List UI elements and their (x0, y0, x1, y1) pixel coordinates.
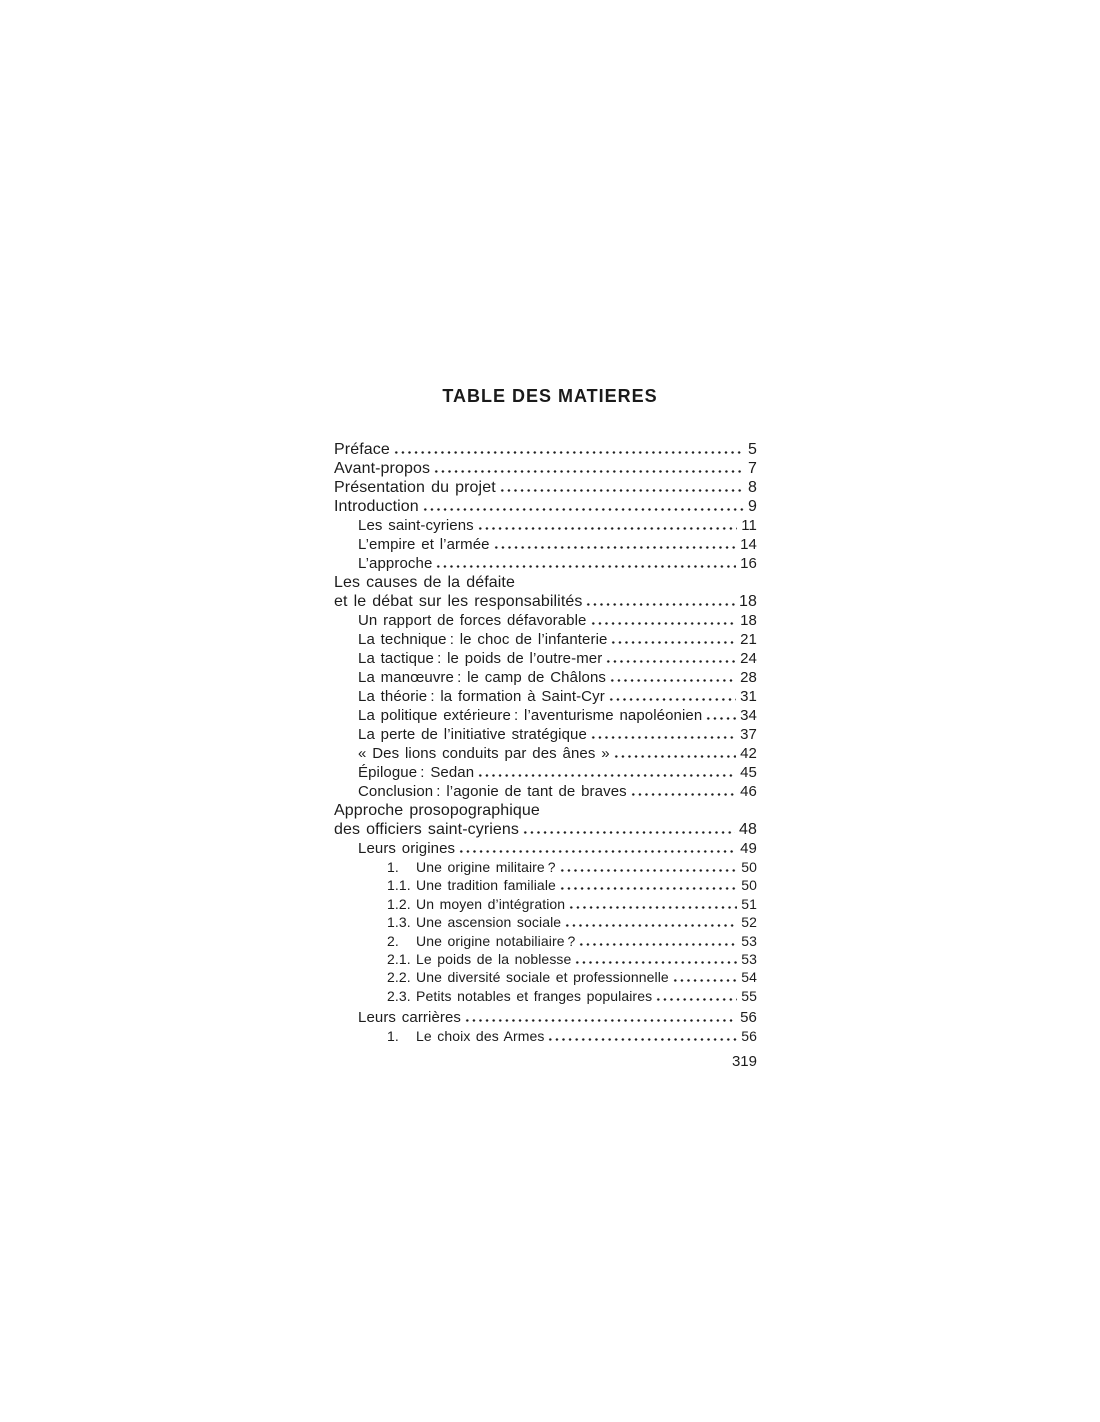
toc-entry (334, 612, 757, 631)
toc-entry-label: L’approche (358, 555, 433, 572)
toc-entry-label: et le débat sur les responsabilités (334, 593, 583, 610)
dot-leader (578, 935, 737, 946)
toc-entry (334, 840, 757, 859)
dot-leader (705, 709, 736, 720)
toc-entry-label: Les causes de la défaite (334, 574, 515, 591)
toc-entry (334, 726, 757, 745)
dot-leader (609, 671, 736, 682)
toc-entry-page: 11 (741, 517, 757, 534)
dot-leader (610, 633, 736, 644)
toc-entry-label: La tactique : le poids de l’outre-mer (358, 650, 603, 667)
toc-entry-page: 52 (741, 914, 757, 931)
toc-entry-page: 7 (748, 460, 757, 477)
toc-entry-number: 1.1. (387, 877, 411, 894)
dot-leader (433, 462, 744, 473)
toc-entry (334, 859, 757, 877)
toc-entry (334, 593, 757, 612)
toc-entry-page: 37 (740, 726, 757, 743)
dot-leader (608, 690, 736, 701)
dot-leader (477, 766, 736, 777)
toc-entry-number: 2.2. (387, 969, 411, 986)
toc-entry-page: 46 (740, 783, 757, 800)
toc-list (334, 441, 757, 1047)
toc-entry-page: 51 (741, 895, 757, 912)
toc-entry-page: 49 (740, 840, 757, 857)
dot-leader (458, 842, 736, 853)
dot-leader (590, 728, 736, 739)
dot-leader (672, 971, 737, 982)
toc-entry-label: Approche prosopographique (334, 802, 540, 819)
toc-entry (334, 460, 757, 479)
toc-entry-label: La perte de l’initiative stratégique (358, 726, 587, 743)
toc-entry-page: 18 (740, 612, 757, 629)
toc-entry-page: 5 (748, 441, 757, 458)
toc-entry-label: Conclusion : l’agonie de tant de braves (358, 783, 627, 800)
toc-entry (334, 498, 757, 517)
toc-entry-page: 18 (739, 593, 757, 610)
toc-entry-label: Un rapport de forces défavorable (358, 612, 587, 629)
toc-entry-label: Une origine notabiliaire ? (416, 932, 576, 949)
dot-leader (477, 519, 737, 530)
toc-entry (334, 688, 757, 707)
toc-entry-page: 8 (748, 479, 757, 496)
toc-entry-label: Leurs origines (358, 840, 456, 857)
dot-leader (630, 785, 736, 796)
toc-entry (334, 914, 757, 932)
toc-entry-page: 9 (748, 498, 757, 515)
dot-leader (464, 1011, 736, 1022)
toc-entry (334, 536, 757, 555)
toc-entry-number: 1. (387, 1028, 399, 1045)
toc-entry (334, 707, 757, 726)
dot-leader (559, 879, 737, 890)
toc-entry (334, 631, 757, 650)
toc-entry-label: Un moyen d’intégration (416, 895, 566, 912)
toc-entry (334, 517, 757, 536)
dot-leader (574, 953, 737, 964)
toc-entry-page: 42 (740, 745, 757, 762)
dot-leader (568, 898, 737, 909)
toc-entry-page: 14 (740, 536, 757, 553)
toc-entry (334, 951, 757, 969)
toc-entry-label: Une ascension sociale (416, 914, 562, 931)
toc-entry-label: « Des lions conduits par des ânes » (358, 745, 610, 762)
toc-entry-label: des officiers saint-cyriens (334, 821, 520, 838)
toc-entry (334, 745, 757, 764)
page-title: TABLE DES MATIERES (442, 386, 658, 406)
toc-entry-label: Épilogue : Sedan (358, 764, 475, 781)
toc-entry-page: 21 (740, 631, 757, 648)
toc-entry-number: 1.2. (387, 895, 411, 912)
toc-entry (334, 669, 757, 688)
toc-entry-label: La manœuvre : le camp de Châlons (358, 669, 606, 686)
dot-leader (585, 595, 735, 606)
toc-entry (334, 555, 757, 574)
toc-entry-number: 2.3. (387, 987, 411, 1004)
dot-leader (605, 652, 736, 663)
toc-entry-label: La théorie : la formation à Saint-Cyr (358, 688, 605, 705)
toc-entry (334, 650, 757, 669)
dot-leader (422, 500, 744, 511)
toc-entry-label: Une tradition familiale (416, 877, 556, 894)
dot-leader (613, 747, 736, 758)
toc-entry-number: 2. (387, 932, 399, 949)
toc-entry-page: 54 (741, 969, 757, 986)
toc-entry-page: 53 (741, 950, 757, 967)
toc-entry (334, 821, 757, 840)
toc-entry-number: 1. (387, 859, 399, 875)
toc-entry-page: 55 (741, 987, 757, 1004)
toc-entry (334, 877, 757, 895)
toc-entry-label: Les saint-cyriens (358, 517, 474, 534)
toc-entry (334, 441, 757, 460)
toc-entry-label: Préface (334, 441, 390, 458)
toc-entry (334, 1028, 757, 1046)
toc-entry-label: Le choix des Armes (416, 1028, 545, 1045)
dot-leader (559, 861, 738, 872)
toc-entry-page: 48 (739, 821, 757, 838)
toc-entry-page: 50 (741, 859, 757, 875)
toc-entry-page: 16 (740, 555, 757, 572)
toc-entry-page: 31 (740, 688, 757, 705)
toc-entry-label: Une origine militaire ? (416, 859, 556, 875)
dot-leader (655, 990, 737, 1001)
toc-entry (334, 988, 757, 1006)
dot-leader (435, 557, 736, 568)
toc-entry-label: Leurs carrières (358, 1009, 462, 1027)
toc-entry-page: 53 (741, 932, 757, 949)
dot-leader (522, 823, 735, 834)
toc-entry-label: L’empire et l’armée (358, 536, 490, 553)
toc-entry-label: Avant-propos (334, 460, 431, 477)
toc-entry-label: Une diversité sociale et professionnelle (416, 969, 669, 986)
dot-leader (590, 614, 737, 625)
dot-leader (393, 443, 744, 454)
toc-entry (334, 896, 757, 914)
toc-entry-page: 50 (741, 877, 757, 894)
toc-entry-page: 28 (740, 669, 757, 686)
page-number: 319 (731, 1053, 757, 1070)
toc-entry-page: 45 (740, 764, 757, 781)
toc-entry (334, 783, 757, 802)
toc-entry-page: 56 (741, 1028, 757, 1045)
dot-leader (499, 481, 744, 492)
toc-entry-label: Introduction (334, 498, 419, 515)
toc-entry (334, 764, 757, 783)
toc-entry-label: La politique extérieure : l’aventurisme napoléonien (358, 707, 703, 724)
toc-entry (334, 933, 757, 951)
toc-entry-label: Présentation du projet (334, 479, 496, 496)
toc-entry-number: 2.1. (387, 950, 411, 967)
toc-entry-label: Le poids de la noblesse (416, 950, 572, 967)
dot-leader (493, 538, 736, 549)
toc-entry (334, 969, 757, 987)
toc-entry (334, 1009, 757, 1028)
toc-entry (334, 802, 757, 821)
dot-leader (564, 916, 737, 927)
toc-entry (334, 479, 757, 498)
toc-entry (334, 574, 757, 593)
toc-entry-page: 56 (740, 1009, 757, 1027)
toc-entry-number: 1.3. (387, 914, 411, 931)
toc-entry-label: Petits notables et franges populaires (416, 987, 653, 1004)
dot-leader (547, 1030, 737, 1041)
toc-entry-label: La technique : le choc de l’infanterie (358, 631, 608, 648)
toc-entry-page: 34 (740, 707, 757, 724)
toc-entry-page: 24 (740, 650, 757, 667)
